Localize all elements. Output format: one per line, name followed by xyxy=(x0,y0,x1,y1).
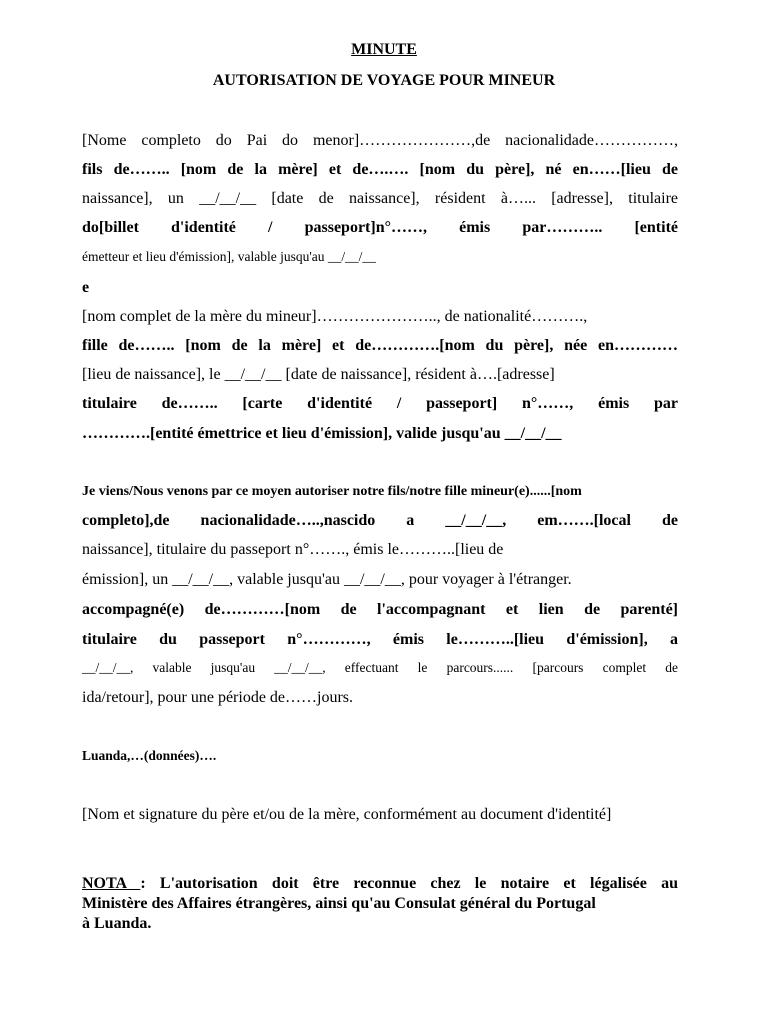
father-line-1: [Nome completo do Pai do menor]…………………,de nacionalidade……………, xyxy=(82,132,678,149)
auth-line-2: completo],de nacionalidade…..,nascido a __/__/__, em…….[local de xyxy=(82,512,678,529)
auth-line-7: __/__/__, valable jusqu'au __/__/__, effectuant le parcours...... [parcours complet de xyxy=(82,660,678,675)
document-title: MINUTE xyxy=(351,41,417,58)
note-label: NOTA xyxy=(82,875,141,892)
father-line-4: do[billet d'identité / passeport]n°……, émis par……….. [entité xyxy=(82,219,678,236)
mother-line-1: [nom complet de la mère du mineur]………………….., de nationalité………., xyxy=(82,308,588,325)
mother-line-2: fille de…….. [nom de la mère] et de………….[nom du père], née en………… xyxy=(82,337,678,354)
auth-line-8: ida/retour], pour une période de……jours. xyxy=(82,689,354,706)
conjunction: e xyxy=(82,279,90,296)
mother-line-5: ………….[entité émettrice et lieu d'émission], valide jusqu'au __/__/__ xyxy=(82,425,562,442)
note-block xyxy=(82,874,678,934)
father-line-2: fils de…….. [nom de la mère] et de….…. [nom du père], né en……[lieu de xyxy=(82,161,678,178)
auth-line-1: Je viens/Nous venons par ce moyen autoriser notre fils/notre fille mineur(e)......[nom xyxy=(82,484,582,499)
note-text-1: : L'autorisation doit être reconnue chez le notaire et légalisée au xyxy=(140,875,678,892)
father-line-3: naissance], un __/__/__ [date de naissance], résident à…... [adresse], titulaire xyxy=(82,190,678,207)
place-date: Luanda,…(données)…. xyxy=(82,748,217,763)
signature-line: [Nom et signature du père et/ou de la mère, conformément au document d'identité] xyxy=(82,806,612,823)
father-line-5: émetteur et lieu d'émission], valable jusqu'au __/__/__ xyxy=(82,249,376,264)
auth-line-4: émission], un __/__/__, valable jusqu'au __/__/__, pour voyager à l'étranger. xyxy=(82,571,572,588)
auth-line-5: accompagné(e) de…………[nom de l'accompagnant et lien de parenté] xyxy=(82,601,678,618)
auth-line-6: titulaire du passeport n°…………, émis le………..[lieu d'émission], a xyxy=(82,631,678,648)
document-subtitle: AUTORISATION DE VOYAGE POUR MINEUR xyxy=(212,72,556,89)
mother-line-4: titulaire de…….. [carte d'identité / passeport] n°……, émis par xyxy=(82,395,678,412)
note-line-3: à Luanda. xyxy=(82,915,152,932)
auth-line-3: naissance], titulaire du passeport n°……., émis le………..[lieu de xyxy=(82,541,504,558)
mother-line-3: [lieu de naissance], le __/__/__ [date de naissance], résident à….[adresse] xyxy=(82,366,555,383)
note-line-1 xyxy=(82,874,678,894)
note-line-2: Ministère des Affaires étrangères, ainsi qu'au Consulat général du Portugal xyxy=(82,895,596,912)
